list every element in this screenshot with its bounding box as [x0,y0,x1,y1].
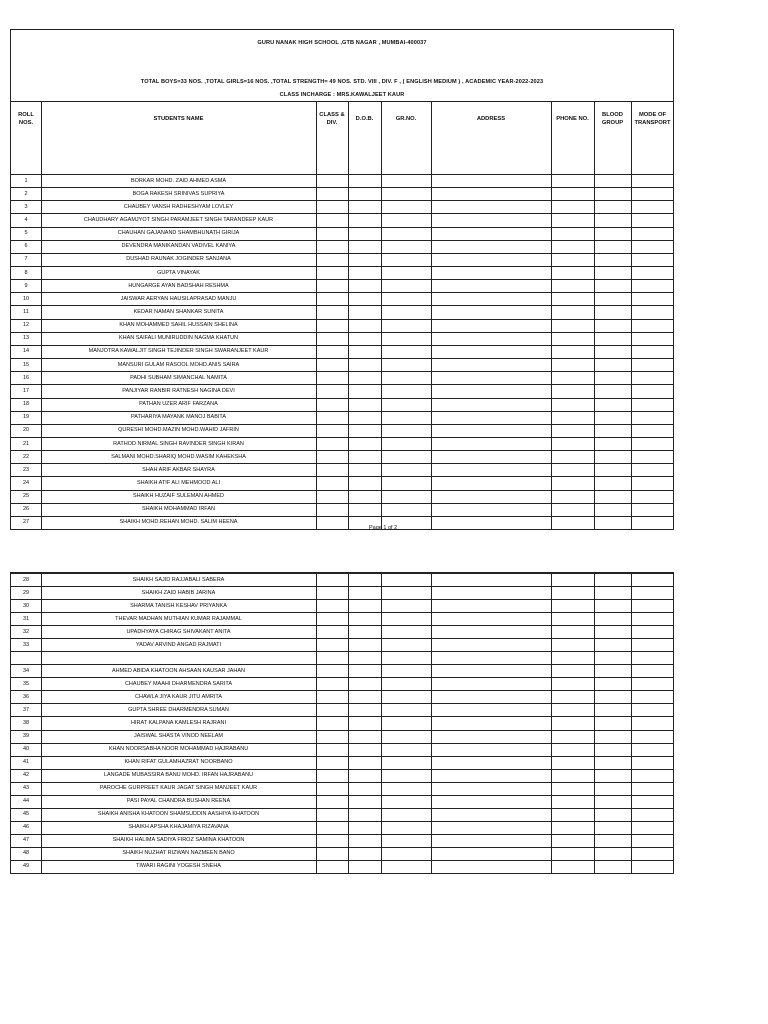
roll-number: 14 [22,348,30,355]
roll-number: 8 [24,269,28,276]
page-footer: Page 1 of 2 [369,525,398,531]
roll-number: 15 [22,361,30,368]
student-name: BORKAR MOHD. ZAID AHMED ASMA [130,177,227,184]
roll-number: 43 [22,785,30,792]
student-name: HIRAT KALPANA KAMLESH RAJRANI [130,719,227,726]
column-header-3: D.O.B. [355,116,374,122]
student-name: GUPTA SHREE DHARMENDRA SUMAN [128,706,229,713]
column-divider [431,101,432,529]
roll-number: 27 [22,519,30,526]
roll-number: 4 [24,217,28,223]
column-divider [551,101,552,529]
roll-number: 22 [22,453,30,460]
class-summary: TOTAL BOYS=33 NOS. ,TOTAL GIRLS=16 NOS. ,TOTAL STRENGTH= 49 NOS. STD. VIII , DIV. F , ( ENGLISH MEDIUM ) , ACADEMIC YEAR-2022-2023 [140,79,544,85]
column-header-2: CLASS & DIV. [319,112,345,126]
roll-number: 28 [22,576,30,583]
roll-number: 6 [24,243,28,250]
student-name: YADAV ARVIND ANGAD RAJMATI [135,641,222,648]
roll-number: 18 [22,401,30,408]
student-name: PANJIYAR RANBIR RATNESH NAGINA DEVI [122,387,235,394]
student-name: KHAN NOORSABHA NOOR MOHAMMAD HAJRABANU [108,746,249,753]
column-divider [594,101,595,529]
column-divider [348,101,349,529]
roll-number [11,651,41,664]
column-divider [381,573,382,873]
student-name: KEDAR NAMAN SHANKAR SUNITA [133,309,224,316]
column-divider [631,573,632,873]
column-divider [431,573,432,873]
roll-number: 49 [22,863,30,870]
student-name: SALMANI MOHD.SHARIQ MOHD.WASIM KAHEKSHA [111,453,246,460]
roll-number: 5 [24,230,28,237]
student-name: HUNGARGE AYAN BADSHAH RESHMA [128,282,229,289]
student-name: BOGA RAKESH SRINIVAS SUPRIYA [132,190,225,197]
roll-number: 26 [22,506,30,513]
column-divider [551,573,552,873]
roll-number: 21 [22,440,30,447]
roll-number: 24 [22,479,30,486]
column-header-6: PHONE NO. [556,116,589,122]
class-list-page-2 [10,572,674,874]
roll-number: 9 [24,282,28,289]
column-divider [381,101,382,529]
student-name: JAISWAR AERYAN HAUSILAPRASAD MANJU [120,295,237,302]
class-incharge: CLASS INCHARGE : MRS.KAWALJEET KAUR [279,92,405,98]
student-name: JAISWAL SHASTA VINOD NEELAM [133,733,224,740]
roll-number: 39 [22,733,30,740]
roll-number: 36 [22,693,30,700]
roll-number: 13 [22,335,30,342]
student-name: RATHOD NIRMAL SINGH RAVINDER SINGH KIRAN [113,440,244,447]
roll-number: 20 [22,427,30,434]
student-name: THEVAR MADHAN MUTHIAN KUMAR RAJAMMAL [115,615,242,622]
roll-number: 1 [24,177,28,184]
column-header-5: ADDRESS [476,116,506,122]
student-name: MANSURI GULAM RASOOL MOHD.ANIS SAIRA [117,361,240,368]
student-name: LANGADE MUBASSIRA BANU MOHD. IRFAN HAJRABANU [103,772,254,779]
column-header-7: BLOOD GROUP [601,112,624,126]
roll-number: 34 [22,667,30,674]
roll-number: 7 [24,256,28,263]
roll-number: 19 [22,414,30,421]
student-name: PASI PAYAL CHANDRA BUSHAN REENA [126,798,231,805]
student-name: KHAN SAIFALI MUNIRUDDIN NAGMA KHATUN [118,335,239,342]
roll-number: 45 [22,811,30,818]
student-name: SHAIKH HALIMA SADIYA FIROZ SAMINA KHATOON [112,837,245,844]
student-name: SHAH ARIF AKBAR SHAYRA [142,466,215,473]
roll-number: 3 [24,203,28,210]
student-name: TIWARI RAGINI YOGESH SNEHA [136,863,221,870]
student-name: AHMED ABIDA KHATOON AHSAAN KAUSAR JAHAN [111,667,246,674]
column-header-4: GR.NO. [395,116,417,122]
student-name: CHAWLA JIYA KAUR JITU AMRITA [135,693,222,700]
column-divider [631,101,632,529]
roll-number: 12 [22,322,30,329]
roll-number: 23 [22,466,30,473]
student-name: GUPTA VINAYAK [157,269,200,276]
column-divider [348,573,349,873]
roll-number: 37 [22,706,30,713]
column-divider [41,573,42,873]
roll-number: 47 [22,837,30,844]
student-name: DUSHAD RAUNAK JOGINDER SANJANA [126,256,231,263]
student-name: KHAN RIFAT GULAMHAZRAT NOORBANO [124,759,233,766]
class-list-page-1 [10,29,674,530]
roll-number: 10 [22,295,30,302]
roll-number: 33 [22,641,30,648]
student-name: CHAUHAN GAJANAND SHAMBHUNATH GIRIJA [117,230,240,237]
student-name: SHAIKH MOHAMMAD IRFAN [141,506,216,513]
column-header-1: STUDENTS NAME [153,116,204,122]
column-divider [41,101,42,529]
roll-number: 44 [22,798,30,805]
roll-number: 16 [22,374,30,381]
student-name: QURESHI MOHD.MAZIN MOHD.WAHID JAFRIN [118,427,239,434]
student-name: PAROCHE GURPREET KAUR JAGAT SINGH MANJEET KAUR [99,785,258,792]
column-divider [594,573,595,873]
student-name: SHAIKH ATIF ALI MEHMOOD ALI [136,479,221,486]
roll-number: 32 [22,628,30,635]
student-name: SHAIKH APSHA KHAJAMIYA RIZAVANA [128,824,229,831]
student-name: PATHAN UZER ARIF FARZANA [139,401,218,408]
school-name: GURU NANAK HIGH SCHOOL ,GTB NAGAR , MUMBAI-400037 [257,40,427,46]
student-name: KHAN MOHAMMED SAHIL HUSSAIN SHELINA [119,322,238,329]
student-name: MANJOTRA KAWALJIT SINGH TEJINDER SINGH SWARANJEET KAUR [88,348,269,355]
column-divider [316,101,317,529]
student-name: CHAUBEY MAAHI DHARMENDRA SARITA [124,680,233,687]
student-name: CHAUBEY VANSH RADHESHYAM LOVLEY [123,203,234,210]
roll-number: 42 [22,772,30,779]
student-name: PATHARIYA MAYANK MANOJ BABITA [130,414,227,421]
student-name: SHAIKH NUZHAT RIZWAN NAZMEEN BANO [122,850,235,857]
roll-number: 48 [22,850,30,857]
roll-number: 11 [23,309,29,316]
student-name: DEVENDRA MANIKANDAN VADIVEL KANIYA [121,243,236,250]
column-header-8: MODE OF TRANSPORT [634,112,671,126]
roll-number: 29 [22,589,30,596]
roll-number: 30 [22,602,30,609]
column-divider [316,573,317,873]
roll-number: 38 [22,719,30,726]
student-name [41,651,316,664]
roll-number: 46 [22,824,30,831]
student-name: PADHI SUBHAM SIMANCHAL NAMITA [130,374,227,381]
roll-number: 2 [24,190,28,197]
roll-number: 31 [22,615,30,622]
student-name: SHAIKH HUZAIF SULEMAN AHMED [132,493,225,500]
student-name: SHAIKH MOHD.REHAN MOHD. SALIM HEENA [119,519,238,526]
student-name: SHARMA TANISH KESHAV PRIYANKA [130,602,227,609]
roll-number: 40 [22,746,30,753]
student-name: SHAIKH ANISHA KHATOON SHAMSUDDIN AASHIYA KHATOON [97,811,260,818]
student-name: CHAUDHARY AGAMJYOT SINGH PARAMJEET SINGH TARANDEEP KAUR [83,217,274,223]
roll-number: 35 [22,680,30,687]
roll-number: 17 [22,387,30,394]
roll-number: 25 [22,493,30,500]
column-header-0: ROLL NOS. [18,112,34,126]
roll-number: 41 [22,759,30,766]
student-name: UPADHYAYA CHIRAG SHIVAKANT ANITA [126,628,231,635]
student-name: SHAIKH SAJID RAJJABALI SABERA [132,576,225,583]
student-name: SHAIKH ZAID HABIB JARINA [141,589,216,596]
